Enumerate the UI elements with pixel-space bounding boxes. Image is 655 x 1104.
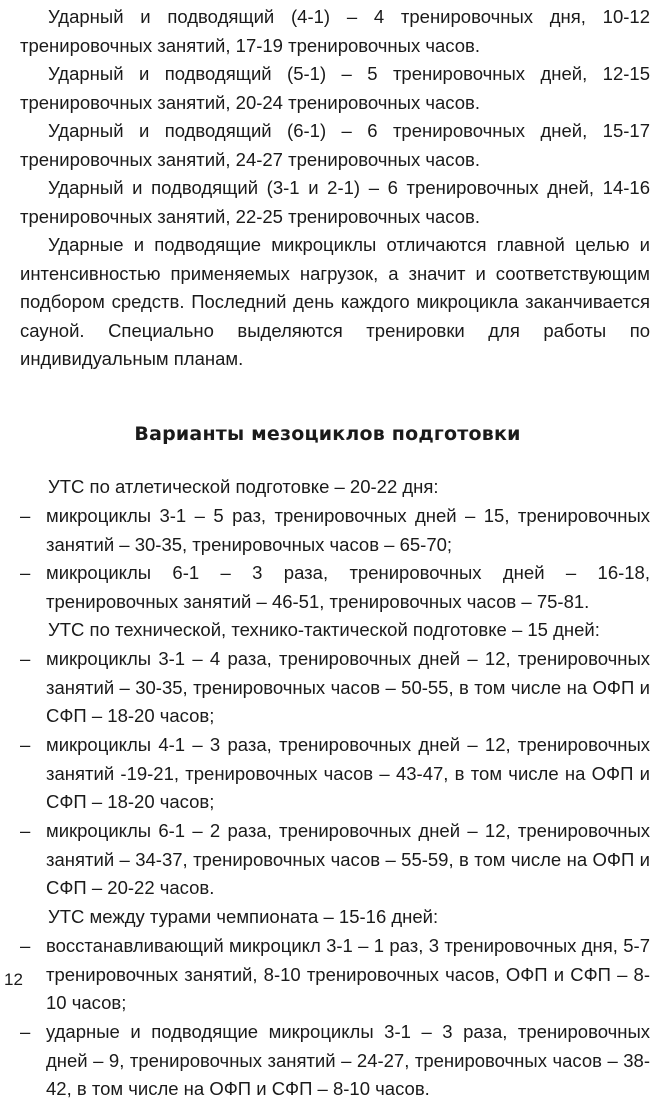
list-item	[20, 559, 650, 616]
list-item-text: микроциклы 6-1 – 3 раза, тренировочных дней – 16-18, тренировочных занятий – 46-51, тренировочных часов – 75-81.	[46, 562, 650, 612]
page-number: 12	[4, 970, 23, 989]
list-item-text: микроциклы 3-1 – 4 раза, тренировочных дней – 12, тренировочных занятий – 30-35, тренировочных часов – 50-55, в том числе на ОФП и СФП – 18-20 часов;	[46, 648, 650, 727]
list-dash: –	[20, 1021, 31, 1042]
list-item	[20, 1018, 650, 1104]
paragraph-microcycle-description: Ударные и подводящие микроциклы отличаются главной целью и интенсивностью применяемых нагрузок, а значит и соответствующим подбором средств. Последний день каждого микроцикла заканчивается сауной. Специально выделяются тренировки для работы по индивидуальным планам.	[20, 234, 650, 370]
list-dash: –	[20, 935, 31, 956]
list-dash: –	[20, 562, 31, 583]
utc-technical-title: УТС по технической, технико-тактической подготовке – 15 дней:	[48, 619, 600, 640]
paragraph-microcycle-5-1: Ударный и подводящий (5-1) – 5 тренировочных дней, 12-15 тренировочных занятий, 20-24 тренировочных часов.	[20, 63, 650, 113]
list-dash: –	[20, 820, 31, 841]
list-item-text: ударные и подводящие микроциклы 3-1 – 3 раза, тренировочных дней – 9, тренировочных занятий – 24-27, тренировочных часов – 38-42, в том числе на ОФП и СФП – 8-10 часов.	[46, 1021, 650, 1100]
list-dash: –	[20, 734, 31, 755]
list-item-text: микроциклы 3-1 – 5 раз, тренировочных дней – 15, тренировочных занятий – 30-35, тренировочных часов – 65-70;	[46, 505, 650, 555]
list-item	[20, 932, 650, 1018]
list-item-text: микроциклы 4-1 – 3 раза, тренировочных дней – 12, тренировочных занятий -19-21, тренировочных часов – 43-47, в том числе на ОФП и СФП – 18-20 часов;	[46, 734, 650, 813]
list-dash: –	[20, 648, 31, 669]
paragraph-microcycle-3-1-2-1: Ударный и подводящий (3-1 и 2-1) – 6 тренировочных дней, 14-16 тренировочных занятий, 22-25 тренировочных часов.	[20, 177, 650, 227]
section-heading: Варианты мезоциклов подготовки	[134, 423, 521, 445]
list-item	[20, 645, 650, 731]
list-item	[20, 731, 650, 817]
list-item	[20, 817, 650, 903]
list-dash: –	[20, 505, 31, 526]
utc-athletic-title: УТС по атлетической подготовке – 20-22 дня:	[48, 476, 439, 497]
list-item-text: микроциклы 6-1 – 2 раза, тренировочных дней – 12, тренировочных занятий – 34-37, тренировочных часов – 55-59, в том числе на ОФП и СФП – 20-22 часов.	[46, 820, 650, 899]
paragraph-microcycle-4-1: Ударный и подводящий (4-1) – 4 тренировочных дня, 10-12 тренировочных занятий, 17-19 тренировочных часов.	[20, 6, 650, 56]
utc-between-rounds-title: УТС между турами чемпионата – 15-16 дней:	[48, 906, 439, 927]
list-item-text: восстанавливающий микроцикл 3-1 – 1 раз, 3 тренировочных дня, 5-7 тренировочных занятий, 8-10 тренировочных часов, ОФП и СФП – 8-10 часов;	[46, 935, 650, 1014]
list-item	[20, 502, 650, 559]
paragraph-microcycle-6-1: Ударный и подводящий (6-1) – 6 тренировочных дней, 15-17 тренировочных занятий, 24-27 тренировочных часов.	[20, 120, 650, 170]
